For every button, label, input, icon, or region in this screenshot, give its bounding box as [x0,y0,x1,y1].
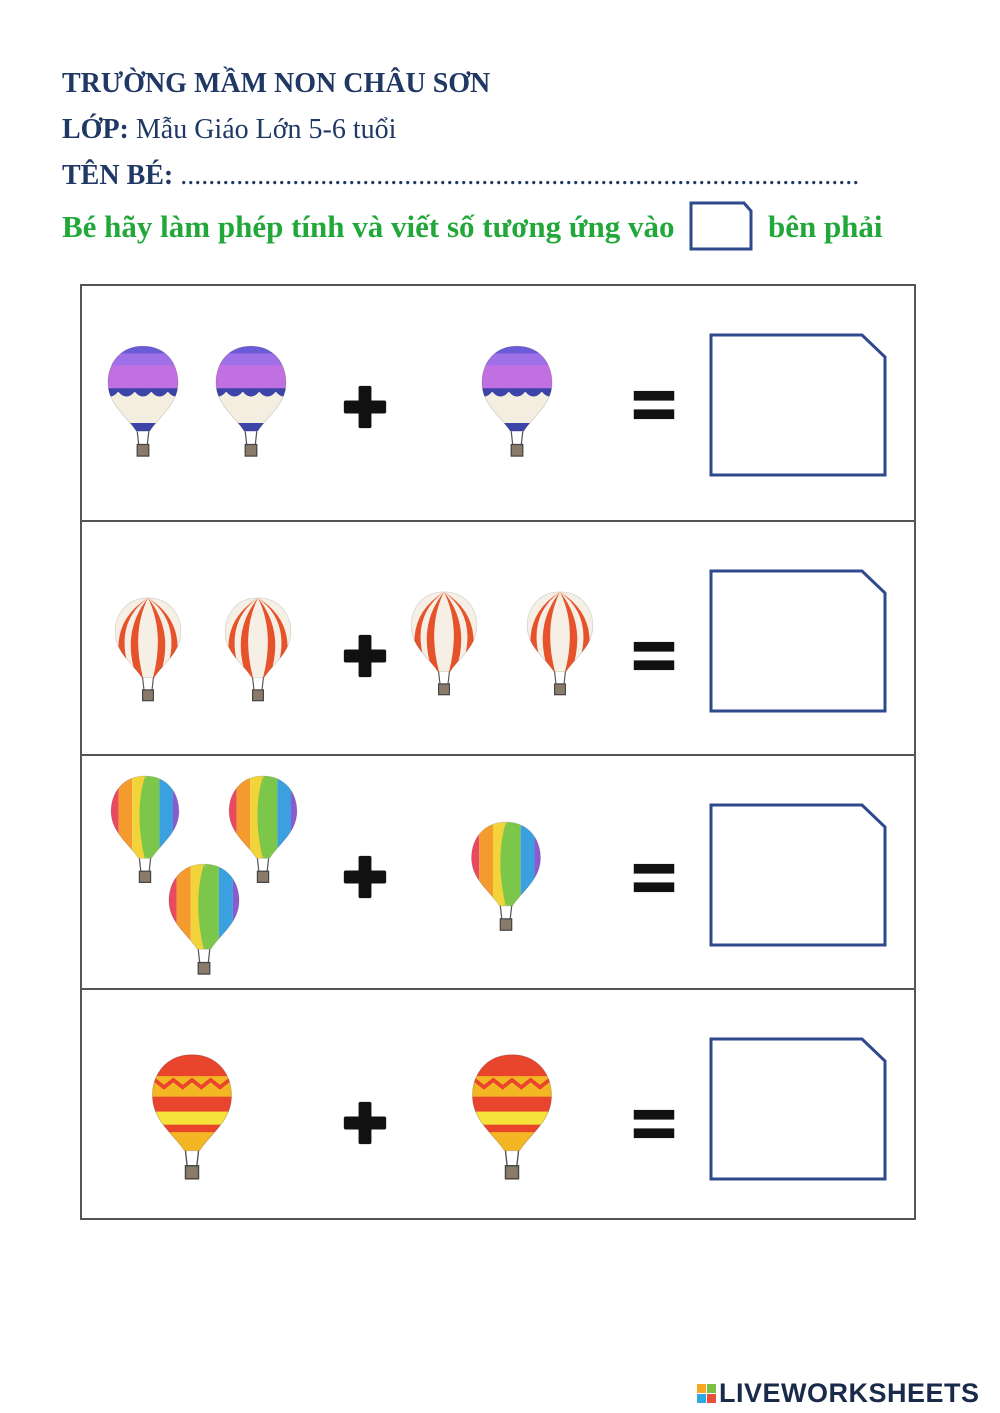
answer-box-sample-icon [688,200,754,252]
balloon-icon [106,594,190,710]
balloon-icon [142,1050,242,1190]
class-line [62,114,396,146]
instruction [62,204,883,256]
plus-icon [342,633,388,679]
school-name: TRƯỜNG MẦM NON CHÂU SƠN [62,68,491,99]
problem-row [82,286,914,520]
balloon-icon [462,1050,562,1190]
answer-box[interactable] [708,802,888,948]
liveworksheets-logo [697,1378,980,1409]
equals-icon [632,387,676,423]
balloon-icon [472,342,562,466]
balloon-icon [206,342,296,466]
plus-icon [342,854,388,900]
balloon-icon [518,588,602,704]
answer-box[interactable] [708,568,888,714]
equals-icon [632,638,676,674]
plus-icon [342,384,388,430]
name-line [62,160,859,192]
balloon-icon [216,594,300,710]
problem-row [82,988,914,1222]
equals-icon [632,1106,676,1142]
balloon-icon [464,818,548,940]
brand-text: LIVEWORKSHEETS [719,1378,980,1408]
balloon-icon [98,342,188,466]
class-value: Mẫu Giáo Lớn 5-6 tuổi [135,114,397,145]
name-dots: ................................................................................................. [180,160,860,191]
class-label: LỚP: [62,114,129,145]
instruction-text-end: bên phải [767,209,883,245]
logo-icon [697,1384,716,1403]
equals-icon [632,860,676,896]
name-label: TÊN BÉ: [62,160,174,191]
balloon-icon [162,860,246,984]
instruction-text: Bé hãy làm phép tính và viết số tương ứng vào [62,209,675,245]
problem-row [82,520,914,754]
balloon-icon [402,588,486,704]
answer-box[interactable] [708,1036,888,1182]
problem-grid [80,284,916,1220]
problem-row [82,754,914,988]
plus-icon [342,1100,388,1146]
answer-box[interactable] [708,332,888,478]
